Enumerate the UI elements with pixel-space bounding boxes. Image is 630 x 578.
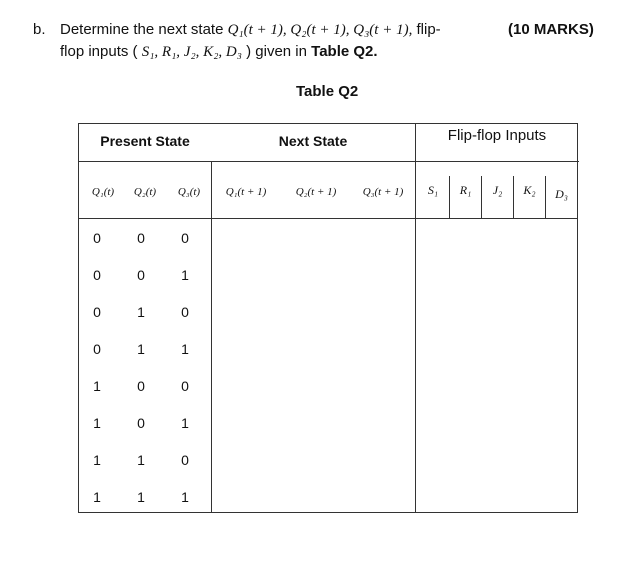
flipflop-inputs-header: Flip-flop Inputs (447, 127, 547, 144)
cell-q2: 0 (137, 415, 145, 431)
question-text: ) given in (241, 43, 312, 60)
cell-q1: 0 (93, 267, 101, 283)
question-line-2 (60, 42, 378, 62)
cell-q2: 1 (137, 341, 145, 357)
cell-q1: 0 (93, 304, 101, 320)
cell-q2: 0 (137, 378, 145, 394)
cell-q3: 0 (181, 452, 189, 468)
cell-q2: 0 (137, 267, 145, 283)
col-q3-t1: Q₃(t + 1) (362, 186, 404, 198)
cell-q3: 1 (181, 415, 189, 431)
state-table (78, 123, 578, 513)
question-table-ref: Table Q2. (311, 43, 378, 60)
inputs-header-divider (415, 161, 579, 162)
question-label: b. (33, 21, 46, 38)
cell-q1: 0 (93, 230, 101, 246)
cell-q3: 0 (181, 378, 189, 394)
col-q2-t1: Q₂(t + 1) (295, 186, 337, 198)
col-s1: S₁ (427, 183, 439, 197)
col-d3: D₃ (555, 187, 568, 201)
cell-q1: 0 (93, 341, 101, 357)
present-state-header: Present State (100, 133, 190, 149)
table-caption: Table Q2 (296, 83, 359, 100)
cell-q2: 1 (137, 489, 145, 505)
cell-q3: 1 (181, 267, 189, 283)
cell-q3: 1 (181, 341, 189, 357)
question-text: flop inputs ( (60, 43, 142, 60)
col-q2-t: Q₂(t) (133, 186, 157, 198)
cell-q2: 1 (137, 304, 145, 320)
subheader-divider (79, 218, 577, 219)
cell-q3: 0 (181, 230, 189, 246)
cell-q1: 1 (93, 415, 101, 431)
question-line-1 (60, 20, 441, 40)
col-r1: R₁ (459, 183, 472, 197)
cell-q2: 0 (137, 230, 145, 246)
cell-q1: 1 (93, 378, 101, 394)
question-math-next-states: Q₁(t + 1), Q₂(t + 1), Q₃(t + 1), (227, 22, 413, 38)
col-q3-t: Q₃(t) (177, 186, 201, 198)
cell-q1: 1 (93, 489, 101, 505)
present-next-divider (211, 161, 212, 512)
cell-q3: 0 (181, 304, 189, 320)
next-inputs-divider (415, 124, 416, 512)
cell-q1: 1 (93, 452, 101, 468)
col-j2: J₂ (492, 183, 503, 197)
next-state-header: Next State (278, 133, 348, 149)
col-q1-t: Q₁(t) (91, 186, 115, 198)
cell-q2: 1 (137, 452, 145, 468)
cell-q3: 1 (181, 489, 189, 505)
question-text: flip- (412, 21, 441, 38)
col-k2: K₂ (523, 183, 536, 197)
header-divider (79, 161, 415, 162)
question-text: Determine the next state (60, 21, 228, 38)
marks-label: (10 MARKS) (508, 21, 594, 38)
question-math-inputs: S₁, R₁, J₂, K₂, D₃ (141, 44, 242, 60)
col-q1-t1: Q₁(t + 1) (225, 186, 267, 198)
